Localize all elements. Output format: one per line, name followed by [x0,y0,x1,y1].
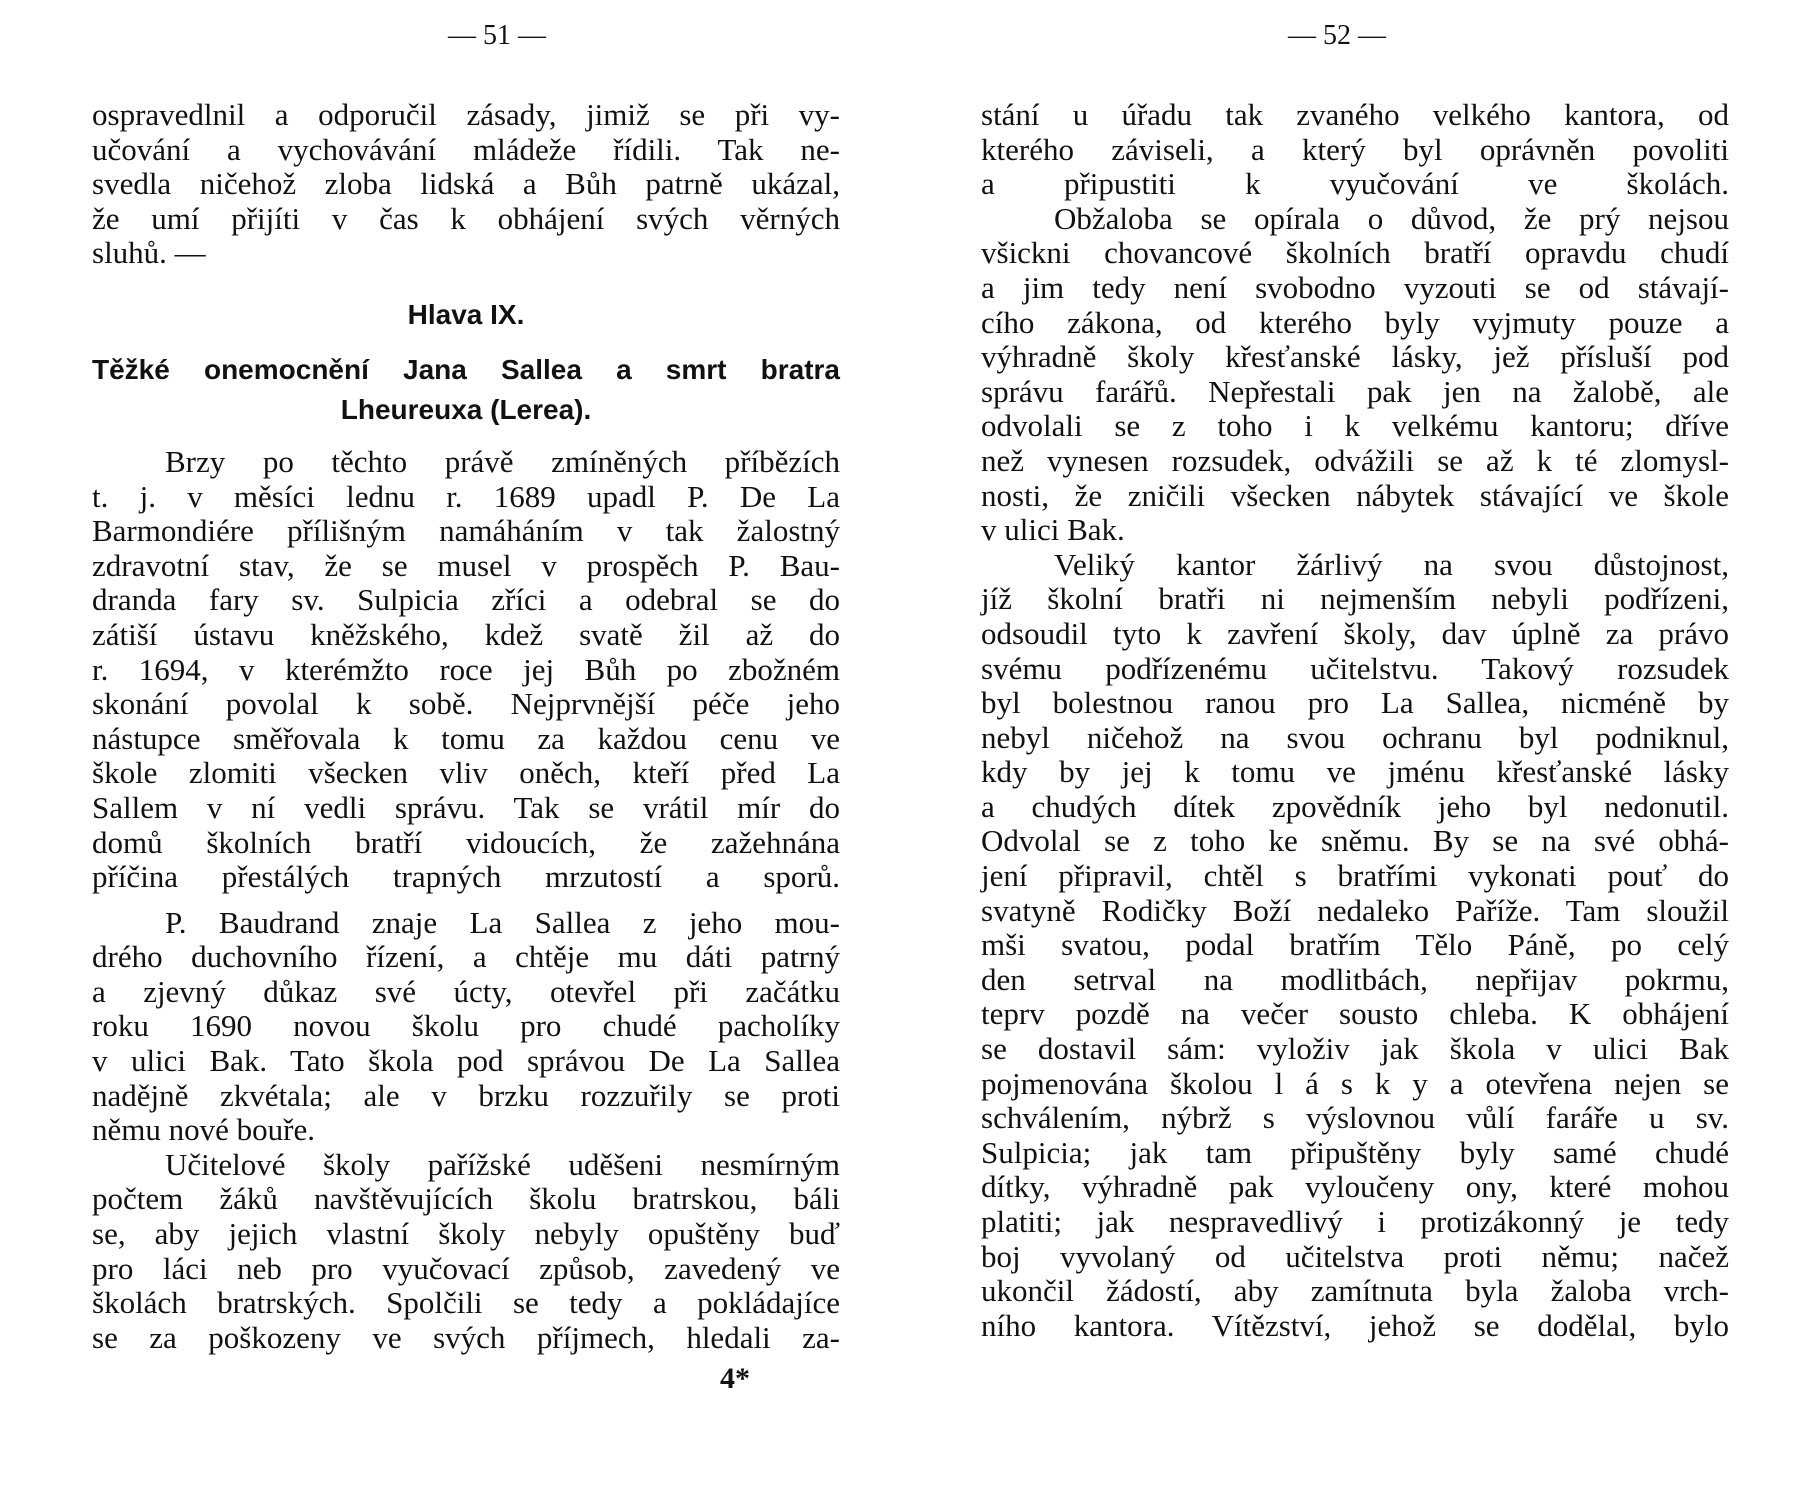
paragraph [981,98,1729,202]
paragraph [92,906,840,1148]
text-line: Sulpicia; jak tam připuštěny byly samé chudé [981,1134,1729,1170]
text-line: stání u úřadu tak zvaného velkého kantora, od [981,97,1729,132]
text-line: Učitelové školy pařížské uděšeni nesmírným [165,1146,840,1182]
text-line: správu farářů. Nepřestali pak jen na žalobě, ale [981,373,1729,409]
text-line: se za poškozeny ve svých příjmech, hledali za- [92,1319,840,1355]
text-line: dranda fary sv. Sulpicia zříci a odebral se do [92,582,840,618]
text-line: domů školních bratří vidoucích, že zažehnána [92,824,840,860]
text-line: učování a vychovávání mládeže řídili. Tak ne- [92,131,840,167]
text-line: svedla ničehož zloba lidská a Bůh patrně ukázal, [92,166,840,202]
text-line: pojmenována školou l á s k y a otevřena nejen se [981,1065,1729,1101]
page-number-left: — 51 — [448,20,546,51]
text-line: nástupce směřovala k tomu za každou cenu ve [92,720,840,756]
paragraph [92,1148,840,1356]
text-line: svému podřízenému učitelstvu. Takový rozsudek [981,650,1729,686]
text-line: se, aby jejich vlastní školy nebyly opuštěny buď [92,1216,840,1252]
paragraph-group [92,98,840,271]
text-line: Veliký kantor žárlivý na svou důstojnost, [1054,546,1729,582]
right-page-column [981,98,1729,1343]
text-line: teprv pozdě na večer sousto chleba. K obhájení [981,996,1729,1032]
paragraph [92,98,840,271]
text-line: ního kantora. Vítězství, jehož se dodělal, bylo [981,1307,1729,1343]
text-line: zátiší ústavu kněžského, kdež svatě žil až do [92,616,840,652]
text-line: cího zákona, od kterého byly vyjmuty pouze a [981,304,1729,340]
text-line: nosti, že zničili všecken nábytek stávající ve škole [981,477,1729,513]
chapter-title-line: Lheureuxa (Lerea). [340,393,592,425]
text-line: schválením, nýbrž s výslovnou vůlí faráře u sv. [981,1100,1729,1136]
chapter-title-line: Těžké onemocnění Jana Sallea a smrt bratra [92,353,840,385]
text-line: zdravotní stav, že se musel v prospěch P. Bau- [92,547,840,583]
text-line: boj vyvolaný od učitelstva proti němu; načež [981,1238,1729,1274]
text-line: a zjevný důkaz své úcty, otevřel při začátku [92,973,840,1009]
text-line: se dostavil sám: vyloživ jak škola v ulici Bak [981,1031,1729,1067]
text-line: skonání povolal k sobě. Nejprvnější péče jeho [92,686,840,722]
text-line: ukončil žádostí, aby zamítnuta byla žaloba vrch- [981,1273,1729,1309]
paragraph [981,548,1729,1344]
text-line: odsoudil tyto k zavření školy, dav úplně za právo [981,615,1729,651]
text-line: a připustiti k vyučování ve školách. [981,166,1729,202]
text-line: platiti; jak nespravedlivý i protizákonný je tedy [981,1204,1729,1239]
text-line: nebyl ničehož na svou ochranu byl podniknul, [981,719,1729,755]
paragraph [981,202,1729,548]
text-line: a chudých dítek zpovědník jeho byl nedonutil. [981,788,1729,824]
text-line: že umí přijíti v čas k obhájení svých věrných [92,200,840,236]
text-line: byl bolestnou ranou pro La Sallea, nicméně by [981,685,1729,721]
text-line: pro láci neb pro vyučovací způsob, zavedený ve [92,1250,840,1286]
signature-mark: 4* [720,1362,750,1395]
text-line: příčina přestálých trapných mrzutostí a sporů. [92,859,840,895]
text-line: t. j. v měsíci lednu r. 1689 upadl P. De La [92,478,840,514]
text-line: než vynesen rozsudek, odvážili se až k té zlomysl- [981,442,1729,478]
text-line: škole zlomiti všecken vliv oněch, kteří před La [92,755,840,791]
text-line: svatyně Rodičky Boží nedaleko Paříže. Tam sloužil [981,892,1729,928]
text-line: odvolali se z toho i k velkému kantoru; dříve [981,408,1729,444]
text-line: počtem žáků navštěvujících školu bratrskou, báli [92,1181,840,1217]
text-line: jíž školní bratři ni nejmenším nebyli podřízeni, [981,581,1729,617]
text-line: kterého záviseli, a který byl oprávněn povoliti [981,131,1729,167]
paragraph-group [92,445,840,1355]
text-line: Odvolal se z toho ke sněmu. By se na své obhá- [981,823,1729,859]
text-line: jení připravil, chtěl s bratřími vykonati pouť do [981,858,1729,894]
text-line: všickni chovancové školních bratří opravdu chudí [981,235,1729,271]
text-line: drého duchovního řízení, a chtěje mu dáti patrný [92,939,840,975]
text-line: v ulici Bak. [981,512,1125,548]
text-line: v ulici Bak. Tato škola pod správou De La Sallea [92,1043,840,1079]
chapter-label: Hlava IX. [407,298,525,330]
text-line: roku 1690 novou školu pro chudé pacholíky [92,1008,840,1044]
text-line: ospravedlnil a odporučil zásady, jimiž se při vy- [92,97,840,132]
text-line: Brzy po těchto právě zmíněných příbězích [165,443,840,479]
text-line: Obžaloba se opírala o důvod, že prý nejsou [1054,200,1729,236]
text-line: den setrval na modlitbách, nepřijav pokrmu, [981,961,1729,997]
text-line: nadějně zkvétala; ale v brzku rozzuřily se proti [92,1077,840,1113]
text-line: výhradně školy křesťanské lásky, jež přísluší pod [981,339,1729,375]
text-line: r. 1694, v kterémžto roce jej Bůh po zbožném [92,651,840,687]
text-line: Barmondiére přílišným namáháním v tak žalostný [92,513,840,549]
text-line: mši svatou, podal bratřím Tělo Páně, po celý [981,927,1729,963]
text-line: sluhů. — [92,235,206,271]
text-line: kdy by jej k tomu ve jménu křesťanské lásky [981,754,1729,790]
text-line: Sallem v ní vedli správu. Tak se vrátil mír do [92,789,840,825]
page-number-right: — 52 — [1288,20,1386,51]
text-line: školách bratrských. Spolčili se tedy a pokládajíce [92,1285,840,1321]
text-line: P. Baudrand znaje La Sallea z jeho mou- [165,904,840,940]
text-line: dítky, výhradně pak vyloučeny ony, které mohou [981,1169,1729,1205]
paragraph-group [981,98,1729,1343]
paragraph [92,445,840,895]
left-page-column [92,98,840,1355]
text-line: a jim tedy není svobodno vyzouti se od stávají- [981,269,1729,305]
text-line: němu nové bouře. [92,1112,315,1148]
